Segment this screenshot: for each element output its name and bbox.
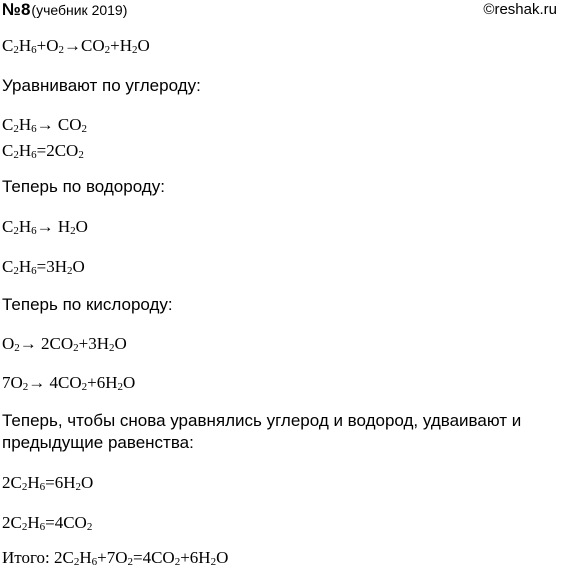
step-explanation-line2: предыдущие равенства: <box>2 433 194 452</box>
task-number <box>2 0 127 20</box>
equation-text: $C_2H_6\to H_2O$ <box>2 217 88 237</box>
equation-text: Итого: $2C_2H_6+7O_2=4CO_2+6H_2O$ <box>2 548 229 568</box>
equation-final <box>2 547 228 569</box>
equation-text: $C_2H_6=3H_2O$ <box>2 257 85 277</box>
equation-oxygen-arrow <box>2 333 127 355</box>
equation-doubled-hydrogen <box>2 472 93 494</box>
equation-initial <box>2 35 150 57</box>
equation-text: $7O_2\to 4CO_2+6H_2O$ <box>2 373 136 393</box>
equation-text: $2C_2H_6=4CO_2$ <box>2 513 93 533</box>
equation-text: $C_2H_6+O_2\to CO_2+H_2O$ <box>2 36 150 56</box>
equation-hydrogen-equal <box>2 256 85 278</box>
step-heading-oxygen: Теперь по кислороду: <box>2 295 173 314</box>
equation-oxygen-balanced <box>2 372 135 394</box>
equation-text: $C_2H_6\to CO_2$ <box>2 115 87 135</box>
equation-text: $C_2H_6=2CO_2$ <box>2 141 84 161</box>
step-heading-hydrogen: Теперь по водороду: <box>2 177 165 196</box>
equation-text: $2C_2H_6=6H_2O$ <box>2 473 94 493</box>
equation-carbon-arrow <box>2 114 87 136</box>
step-explanation-line1: Теперь, чтобы снова уравнялись углерод и водород, удваивают и <box>2 411 522 430</box>
page-header <box>0 0 561 24</box>
step-heading-carbon: Уравнивают по углероду: <box>2 76 201 95</box>
equation-hydrogen-arrow <box>2 216 88 238</box>
task-number-label: №8 <box>2 0 31 19</box>
equation-doubled-carbon <box>2 512 92 534</box>
site-watermark: ©reshak.ru <box>483 1 557 18</box>
edition-label: (учебник 2019) <box>31 2 128 18</box>
equation-carbon-equal <box>2 140 84 162</box>
equation-text: $O_2\to 2CO_2+3H_2O$ <box>2 334 127 354</box>
